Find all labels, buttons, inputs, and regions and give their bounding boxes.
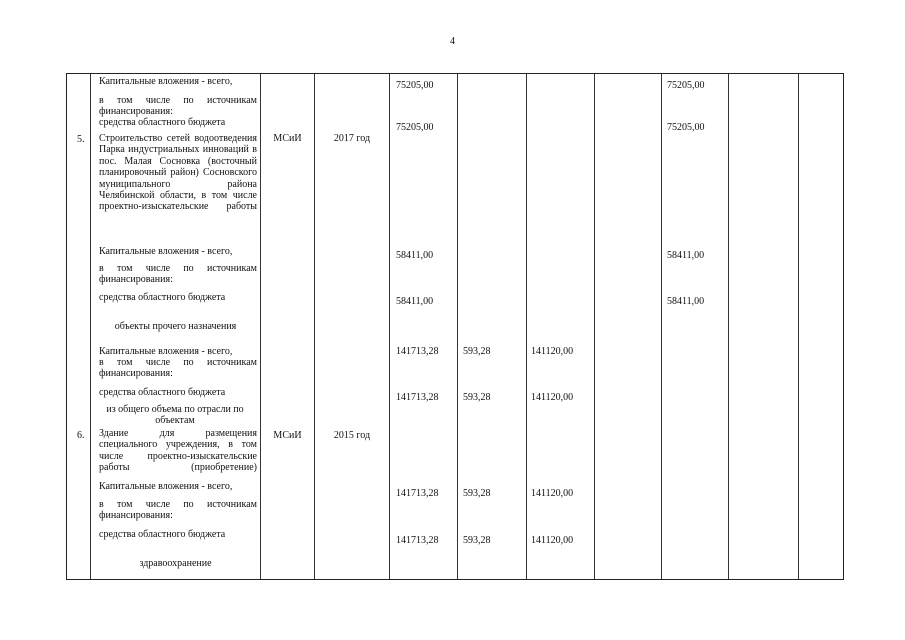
cell-col2: 593,28 [463,535,491,546]
cell-col2: 593,28 [463,392,491,403]
column-divider [314,74,315,579]
row-label: Капитальные вложения - всего, [99,246,233,257]
executor: МСиИ [273,133,302,144]
row-label: в том числе по источникам финансирования: [99,263,257,286]
row-label: Капитальные вложения - всего, [99,76,233,87]
row-label: средства областного бюджета [99,292,226,303]
cell-col5: 75205,00 [667,122,705,133]
row-number: 5. [77,134,85,145]
cell-total: 75205,00 [396,122,434,133]
cell-col5: 75205,00 [667,80,705,91]
cell-total: 141713,28 [396,535,439,546]
column-divider [526,74,527,579]
column-divider [260,74,261,579]
cell-total: 75205,00 [396,80,434,91]
column-divider [661,74,662,579]
cell-total: 58411,00 [396,296,434,307]
executor: МСиИ [273,430,302,441]
cell-col3: 141120,00 [531,392,574,403]
budget-table [66,73,844,580]
cell-col5: 58411,00 [667,250,705,261]
column-divider [798,74,799,579]
row-label: в том числе по источникам финансирования: [99,95,257,118]
row-label: в том числе по источникам финансирования: [99,499,257,522]
year: 2015 год [333,430,371,441]
row-label: в том числе по источникам финансирования: [99,357,257,380]
cell-total: 141713,28 [396,488,439,499]
object-name: Здание для размещения специального учреждения, в том числе проектно-изыскательские работы (приобретение) [99,428,257,474]
row-label: средства областного бюджета [99,117,226,128]
row-label: Капитальные вложения - всего, [99,481,233,492]
cell-total: 141713,28 [396,392,439,403]
cell-col2: 593,28 [463,346,491,357]
cell-col2: 593,28 [463,488,491,499]
cell-col3: 141120,00 [531,488,574,499]
cell-col5: 58411,00 [667,296,705,307]
section-title: объекты прочего назначения [114,321,237,332]
column-divider [457,74,458,579]
column-divider [728,74,729,579]
section-title: здравоохранение [139,558,212,569]
year: 2017 год [333,133,371,144]
cell-col3: 141120,00 [531,346,574,357]
cell-total: 141713,28 [396,346,439,357]
row-number: 6. [77,430,85,441]
object-name: Строительство сетей водоотведения Парка индустриальных инноваций в пос. Малая Сосновка (восточный планировочный район) Сосновского муниципального района Челябинской области, в том числе проектно-изыскательские работы [99,133,257,213]
page-number: 4 [450,36,455,47]
row-label: из общего объема по отрасли по объектам [106,404,244,427]
column-divider [594,74,595,579]
row-label: средства областного бюджета [99,529,226,540]
column-divider [389,74,390,579]
cell-total: 58411,00 [396,250,434,261]
cell-col3: 141120,00 [531,535,574,546]
row-label: Капитальные вложения - всего, [99,346,233,357]
row-label: средства областного бюджета [99,387,226,398]
